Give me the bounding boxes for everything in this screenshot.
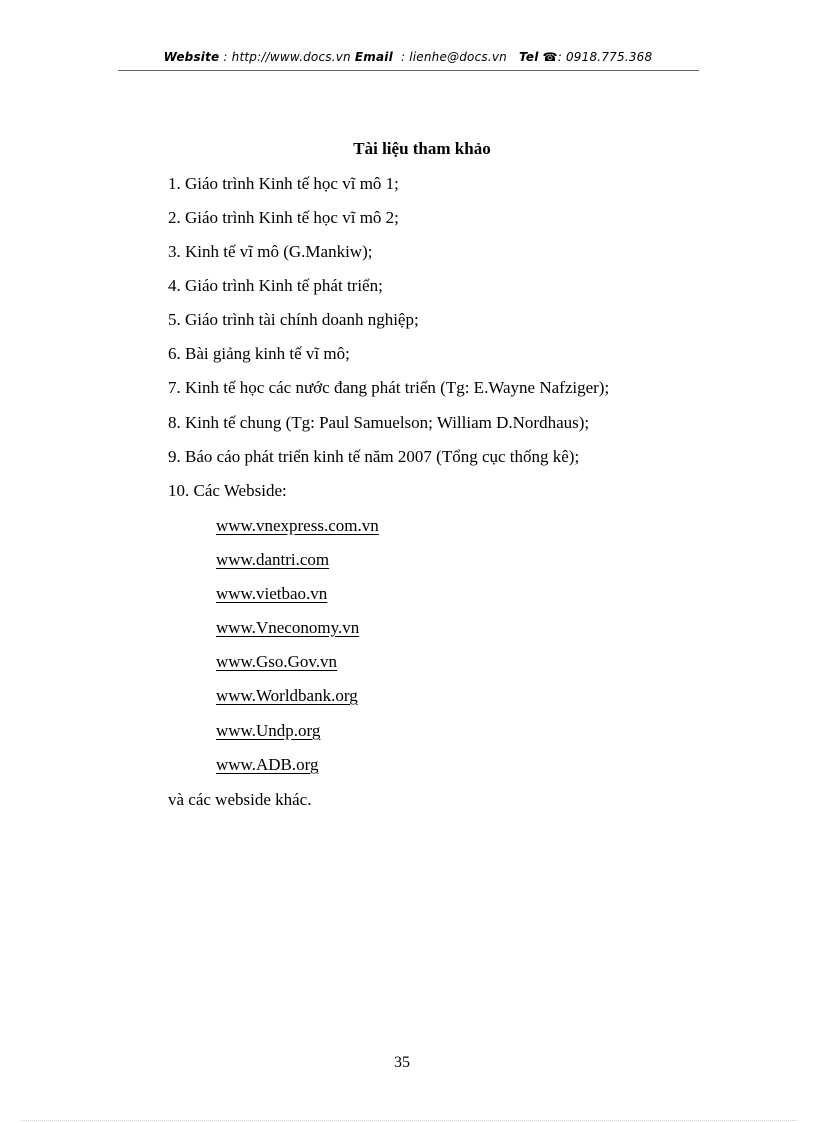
- reference-item: 5. Giáo trình tài chính doanh nghiệp;: [168, 310, 419, 329]
- reference-item: 2. Giáo trình Kinh tế học vĩ mô 2;: [168, 208, 399, 227]
- email-value: : lienhe@docs.vn: [400, 50, 507, 64]
- reference-item: 3. Kinh tế vĩ mô (G.Mankiw);: [168, 242, 373, 261]
- website-link[interactable]: www.ADB.org: [216, 755, 319, 774]
- phone-icon: ☎: [542, 50, 558, 64]
- reference-item-websites: 10. Các Webside:: [168, 481, 287, 500]
- page-bottom-border: [22, 1120, 797, 1121]
- tel-value: : 0918.775.368: [557, 50, 653, 64]
- website-link[interactable]: www.dantri.com: [216, 550, 330, 569]
- email-label: Email: [354, 50, 393, 64]
- website-link[interactable]: www.Vneconomy.vn: [216, 618, 360, 637]
- website-link[interactable]: www.vietbao.vn: [216, 584, 328, 603]
- tel-label: Tel: [519, 50, 539, 64]
- reference-item: 9. Báo cáo phát triển kinh tế năm 2007 (Tổng cục thống kê);: [168, 447, 580, 466]
- reference-item: 4. Giáo trình Kinh tế phát triển;: [168, 276, 383, 295]
- closing-text: và các webside khác.: [168, 790, 312, 809]
- reference-item: 6. Bài giảng kinh tế vĩ mô;: [168, 344, 350, 363]
- page-header: [0, 50, 816, 64]
- website-value: : http://www.docs.vn: [223, 50, 351, 64]
- reference-item: 1. Giáo trình Kinh tế học vĩ mô 1;: [168, 174, 399, 193]
- reference-item: 8. Kinh tế chung (Tg: Paul Samuelson; William D.Nordhaus);: [168, 413, 590, 432]
- page-number: 35: [394, 1054, 410, 1071]
- reference-item: 7. Kinh tế học các nước đang phát triển (Tg: E.Wayne Nafziger);: [168, 378, 610, 397]
- website-link[interactable]: www.Undp.org: [216, 721, 321, 740]
- website-link[interactable]: www.Gso.Gov.vn: [216, 652, 338, 671]
- page-title: Tài liệu tham khảo: [353, 139, 491, 158]
- website-link[interactable]: www.Worldbank.org: [216, 686, 358, 705]
- header-divider: [118, 70, 699, 71]
- website-link[interactable]: www.vnexpress.com.vn: [216, 516, 379, 535]
- website-label: Website: [163, 50, 220, 64]
